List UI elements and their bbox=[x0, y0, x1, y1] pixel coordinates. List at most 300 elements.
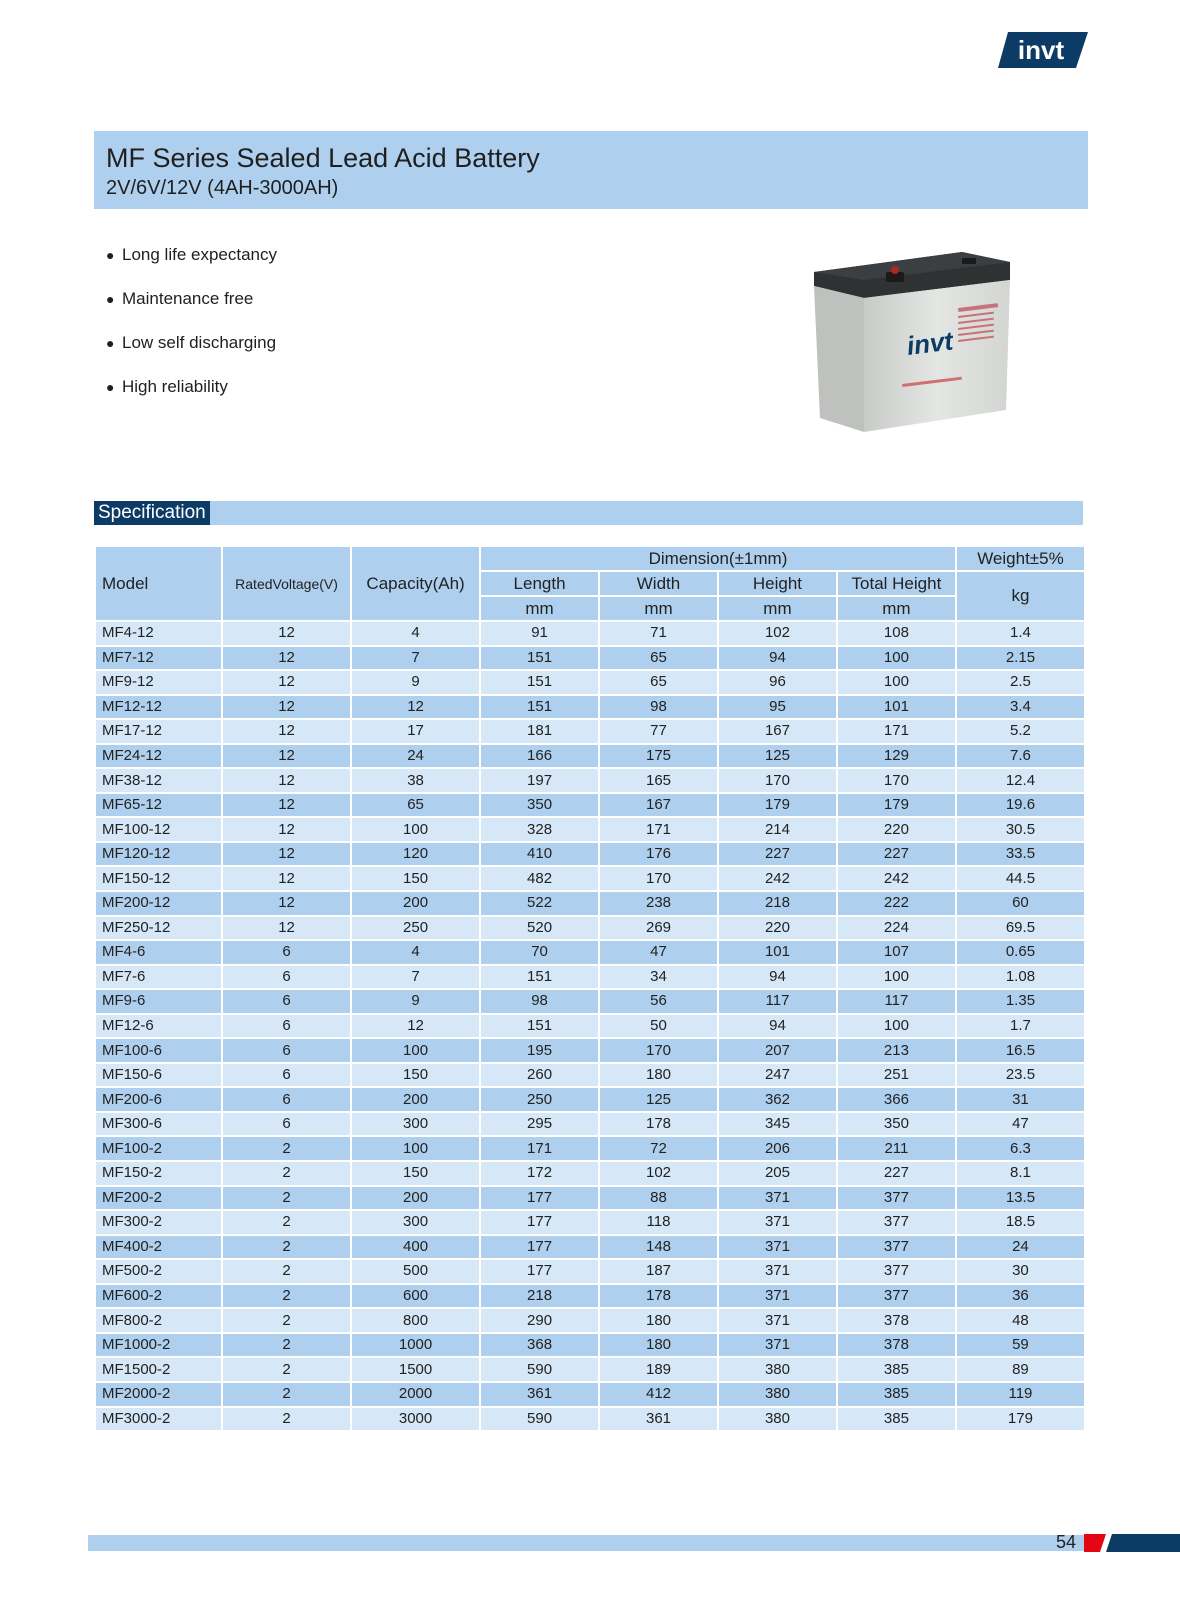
logo-text: invt bbox=[1017, 35, 1065, 65]
cell-model: MF1000-2 bbox=[95, 1333, 222, 1358]
cell-capacity: 12 bbox=[351, 1014, 480, 1039]
cell-model: MF200-12 bbox=[95, 891, 222, 916]
cell-capacity: 150 bbox=[351, 866, 480, 891]
cell-height: 102 bbox=[718, 621, 837, 646]
cell-length: 91 bbox=[480, 621, 599, 646]
cell-model: MF38-12 bbox=[95, 768, 222, 793]
cell-total-height: 100 bbox=[837, 670, 956, 695]
cell-capacity: 400 bbox=[351, 1235, 480, 1260]
cell-weight: 48 bbox=[956, 1308, 1085, 1333]
cell-length: 171 bbox=[480, 1136, 599, 1161]
cell-weight: 30.5 bbox=[956, 817, 1085, 842]
cell-height: 125 bbox=[718, 744, 837, 769]
cell-width: 180 bbox=[599, 1333, 718, 1358]
cell-model: MF9-6 bbox=[95, 989, 222, 1014]
cell-capacity: 200 bbox=[351, 1186, 480, 1211]
cell-model: MF150-2 bbox=[95, 1161, 222, 1186]
header-length-unit: mm bbox=[480, 596, 599, 621]
cell-total-height: 350 bbox=[837, 1112, 956, 1137]
specification-band bbox=[94, 501, 1083, 525]
cell-rated-voltage: 2 bbox=[222, 1259, 351, 1284]
table-row bbox=[95, 744, 1085, 769]
cell-model: MF300-6 bbox=[95, 1112, 222, 1137]
cell-capacity: 800 bbox=[351, 1308, 480, 1333]
cell-height: 94 bbox=[718, 965, 837, 990]
cell-total-height: 117 bbox=[837, 989, 956, 1014]
cell-model: MF100-6 bbox=[95, 1038, 222, 1063]
invt-logo bbox=[998, 30, 1088, 70]
bullet-icon: ● bbox=[106, 291, 115, 307]
cell-height: 101 bbox=[718, 940, 837, 965]
cell-rated-voltage: 2 bbox=[222, 1210, 351, 1235]
cell-total-height: 220 bbox=[837, 817, 956, 842]
cell-height: 371 bbox=[718, 1259, 837, 1284]
cell-weight: 23.5 bbox=[956, 1063, 1085, 1088]
cell-total-height: 378 bbox=[837, 1308, 956, 1333]
cell-width: 65 bbox=[599, 646, 718, 671]
cell-total-height: 222 bbox=[837, 891, 956, 916]
cell-model: MF200-6 bbox=[95, 1087, 222, 1112]
cell-length: 151 bbox=[480, 1014, 599, 1039]
cell-length: 98 bbox=[480, 989, 599, 1014]
cell-rated-voltage: 6 bbox=[222, 1112, 351, 1137]
cell-rated-voltage: 12 bbox=[222, 891, 351, 916]
title-band bbox=[94, 131, 1088, 209]
battery-product-image bbox=[812, 250, 1032, 440]
cell-height: 94 bbox=[718, 1014, 837, 1039]
table-row bbox=[95, 842, 1085, 867]
cell-capacity: 200 bbox=[351, 891, 480, 916]
cell-total-height: 385 bbox=[837, 1357, 956, 1382]
feature-text: High reliability bbox=[122, 377, 228, 396]
cell-model: MF400-2 bbox=[95, 1235, 222, 1260]
cell-height: 220 bbox=[718, 916, 837, 941]
cell-model: MF17-12 bbox=[95, 719, 222, 744]
cell-rated-voltage: 12 bbox=[222, 817, 351, 842]
cell-length: 410 bbox=[480, 842, 599, 867]
cell-total-height: 377 bbox=[837, 1284, 956, 1309]
cell-weight: 5.2 bbox=[956, 719, 1085, 744]
cell-capacity: 250 bbox=[351, 916, 480, 941]
cell-height: 380 bbox=[718, 1357, 837, 1382]
cell-rated-voltage: 6 bbox=[222, 940, 351, 965]
cell-total-height: 100 bbox=[837, 965, 956, 990]
cell-total-height: 366 bbox=[837, 1087, 956, 1112]
cell-rated-voltage: 6 bbox=[222, 1014, 351, 1039]
table-row bbox=[95, 670, 1085, 695]
cell-weight: 6.3 bbox=[956, 1136, 1085, 1161]
cell-total-height: 377 bbox=[837, 1259, 956, 1284]
cell-model: MF100-12 bbox=[95, 817, 222, 842]
cell-height: 345 bbox=[718, 1112, 837, 1137]
cell-weight: 89 bbox=[956, 1357, 1085, 1382]
table-row bbox=[95, 1284, 1085, 1309]
header-weight: Weight±5% bbox=[956, 546, 1085, 571]
cell-total-height: 251 bbox=[837, 1063, 956, 1088]
cell-height: 227 bbox=[718, 842, 837, 867]
specification-rows bbox=[95, 621, 1085, 1431]
cell-length: 522 bbox=[480, 891, 599, 916]
cell-length: 177 bbox=[480, 1235, 599, 1260]
cell-length: 260 bbox=[480, 1063, 599, 1088]
cell-model: MF100-2 bbox=[95, 1136, 222, 1161]
cell-rated-voltage: 12 bbox=[222, 768, 351, 793]
cell-width: 189 bbox=[599, 1357, 718, 1382]
table-row bbox=[95, 1210, 1085, 1235]
cell-total-height: 100 bbox=[837, 646, 956, 671]
cell-total-height: 213 bbox=[837, 1038, 956, 1063]
cell-rated-voltage: 12 bbox=[222, 866, 351, 891]
cell-rated-voltage: 6 bbox=[222, 1038, 351, 1063]
cell-model: MF250-12 bbox=[95, 916, 222, 941]
table-row bbox=[95, 768, 1085, 793]
cell-width: 170 bbox=[599, 866, 718, 891]
cell-rated-voltage: 2 bbox=[222, 1382, 351, 1407]
cell-capacity: 38 bbox=[351, 768, 480, 793]
cell-width: 176 bbox=[599, 842, 718, 867]
cell-length: 151 bbox=[480, 670, 599, 695]
cell-weight: 36 bbox=[956, 1284, 1085, 1309]
cell-length: 520 bbox=[480, 916, 599, 941]
cell-length: 361 bbox=[480, 1382, 599, 1407]
table-row bbox=[95, 1161, 1085, 1186]
page-subtitle: 2V/6V/12V (4AH-3000AH) bbox=[106, 177, 339, 199]
cell-weight: 47 bbox=[956, 1112, 1085, 1137]
cell-length: 177 bbox=[480, 1259, 599, 1284]
header-rated-voltage: RatedVoltage(V) bbox=[222, 546, 351, 621]
cell-height: 371 bbox=[718, 1235, 837, 1260]
cell-weight: 12.4 bbox=[956, 768, 1085, 793]
bullet-icon: ● bbox=[106, 247, 115, 263]
cell-length: 177 bbox=[480, 1186, 599, 1211]
cell-capacity: 4 bbox=[351, 621, 480, 646]
feature-item bbox=[106, 331, 277, 375]
table-row bbox=[95, 1136, 1085, 1161]
cell-total-height: 377 bbox=[837, 1235, 956, 1260]
cell-width: 34 bbox=[599, 965, 718, 990]
cell-width: 170 bbox=[599, 1038, 718, 1063]
cell-weight: 69.5 bbox=[956, 916, 1085, 941]
cell-rated-voltage: 2 bbox=[222, 1161, 351, 1186]
cell-length: 151 bbox=[480, 695, 599, 720]
cell-weight: 31 bbox=[956, 1087, 1085, 1112]
feature-item bbox=[106, 243, 277, 287]
cell-capacity: 600 bbox=[351, 1284, 480, 1309]
cell-weight: 60 bbox=[956, 891, 1085, 916]
cell-height: 380 bbox=[718, 1407, 837, 1432]
cell-capacity: 500 bbox=[351, 1259, 480, 1284]
cell-width: 269 bbox=[599, 916, 718, 941]
cell-rated-voltage: 6 bbox=[222, 1063, 351, 1088]
cell-width: 187 bbox=[599, 1259, 718, 1284]
cell-rated-voltage: 2 bbox=[222, 1357, 351, 1382]
cell-width: 71 bbox=[599, 621, 718, 646]
cell-capacity: 300 bbox=[351, 1112, 480, 1137]
table-row bbox=[95, 646, 1085, 671]
header-dimension: Dimension(±1mm) bbox=[480, 546, 956, 571]
cell-rated-voltage: 2 bbox=[222, 1284, 351, 1309]
feature-text: Low self discharging bbox=[122, 333, 277, 352]
feature-item bbox=[106, 375, 277, 419]
cell-model: MF600-2 bbox=[95, 1284, 222, 1309]
table-row bbox=[95, 989, 1085, 1014]
cell-width: 171 bbox=[599, 817, 718, 842]
cell-width: 88 bbox=[599, 1186, 718, 1211]
cell-total-height: 108 bbox=[837, 621, 956, 646]
cell-length: 290 bbox=[480, 1308, 599, 1333]
cell-total-height: 100 bbox=[837, 1014, 956, 1039]
cell-width: 148 bbox=[599, 1235, 718, 1260]
cell-rated-voltage: 12 bbox=[222, 646, 351, 671]
cell-capacity: 12 bbox=[351, 695, 480, 720]
table-row bbox=[95, 866, 1085, 891]
cell-capacity: 100 bbox=[351, 1136, 480, 1161]
cell-total-height: 242 bbox=[837, 866, 956, 891]
bullet-icon: ● bbox=[106, 379, 115, 395]
cell-length: 197 bbox=[480, 768, 599, 793]
cell-width: 238 bbox=[599, 891, 718, 916]
header-capacity: Capacity(Ah) bbox=[351, 546, 480, 621]
cell-capacity: 65 bbox=[351, 793, 480, 818]
cell-width: 125 bbox=[599, 1087, 718, 1112]
cell-weight: 179 bbox=[956, 1407, 1085, 1432]
cell-rated-voltage: 12 bbox=[222, 744, 351, 769]
cell-length: 70 bbox=[480, 940, 599, 965]
cell-total-height: 224 bbox=[837, 916, 956, 941]
cell-model: MF7-12 bbox=[95, 646, 222, 671]
cell-capacity: 100 bbox=[351, 817, 480, 842]
cell-height: 94 bbox=[718, 646, 837, 671]
cell-capacity: 7 bbox=[351, 965, 480, 990]
header-height: Height bbox=[718, 571, 837, 596]
header-width-unit: mm bbox=[599, 596, 718, 621]
cell-length: 218 bbox=[480, 1284, 599, 1309]
table-row bbox=[95, 1357, 1085, 1382]
cell-height: 371 bbox=[718, 1308, 837, 1333]
cell-width: 102 bbox=[599, 1161, 718, 1186]
cell-height: 218 bbox=[718, 891, 837, 916]
cell-model: MF9-12 bbox=[95, 670, 222, 695]
battery-brand-text: invt bbox=[905, 325, 955, 361]
cell-capacity: 200 bbox=[351, 1087, 480, 1112]
cell-weight: 119 bbox=[956, 1382, 1085, 1407]
cell-width: 361 bbox=[599, 1407, 718, 1432]
cell-width: 178 bbox=[599, 1284, 718, 1309]
cell-length: 328 bbox=[480, 817, 599, 842]
table-row bbox=[95, 1087, 1085, 1112]
cell-weight: 0.65 bbox=[956, 940, 1085, 965]
cell-length: 151 bbox=[480, 646, 599, 671]
table-row bbox=[95, 1382, 1085, 1407]
cell-rated-voltage: 2 bbox=[222, 1136, 351, 1161]
cell-total-height: 171 bbox=[837, 719, 956, 744]
cell-weight: 44.5 bbox=[956, 866, 1085, 891]
bullet-icon: ● bbox=[106, 335, 115, 351]
cell-weight: 16.5 bbox=[956, 1038, 1085, 1063]
cell-height: 205 bbox=[718, 1161, 837, 1186]
cell-length: 250 bbox=[480, 1087, 599, 1112]
cell-total-height: 107 bbox=[837, 940, 956, 965]
cell-weight: 7.6 bbox=[956, 744, 1085, 769]
cell-rated-voltage: 12 bbox=[222, 695, 351, 720]
table-row bbox=[95, 965, 1085, 990]
cell-width: 65 bbox=[599, 670, 718, 695]
table-row bbox=[95, 1186, 1085, 1211]
footer-accent-stripes bbox=[1084, 1534, 1180, 1552]
cell-capacity: 150 bbox=[351, 1161, 480, 1186]
cell-rated-voltage: 12 bbox=[222, 916, 351, 941]
cell-model: MF300-2 bbox=[95, 1210, 222, 1235]
cell-total-height: 179 bbox=[837, 793, 956, 818]
cell-capacity: 7 bbox=[351, 646, 480, 671]
cell-width: 165 bbox=[599, 768, 718, 793]
cell-height: 167 bbox=[718, 719, 837, 744]
cell-width: 167 bbox=[599, 793, 718, 818]
table-row bbox=[95, 1235, 1085, 1260]
header-kg: kg bbox=[956, 571, 1085, 621]
table-row bbox=[95, 940, 1085, 965]
cell-capacity: 150 bbox=[351, 1063, 480, 1088]
table-row bbox=[95, 1112, 1085, 1137]
cell-length: 195 bbox=[480, 1038, 599, 1063]
table-row bbox=[95, 1063, 1085, 1088]
cell-total-height: 385 bbox=[837, 1382, 956, 1407]
header-total-height-unit: mm bbox=[837, 596, 956, 621]
cell-length: 590 bbox=[480, 1407, 599, 1432]
cell-height: 95 bbox=[718, 695, 837, 720]
cell-total-height: 170 bbox=[837, 768, 956, 793]
cell-total-height: 377 bbox=[837, 1186, 956, 1211]
cell-length: 181 bbox=[480, 719, 599, 744]
cell-model: MF150-6 bbox=[95, 1063, 222, 1088]
cell-rated-voltage: 12 bbox=[222, 719, 351, 744]
header-height-unit: mm bbox=[718, 596, 837, 621]
cell-length: 172 bbox=[480, 1161, 599, 1186]
cell-total-height: 385 bbox=[837, 1407, 956, 1432]
cell-width: 180 bbox=[599, 1063, 718, 1088]
cell-length: 177 bbox=[480, 1210, 599, 1235]
table-row bbox=[95, 1014, 1085, 1039]
cell-capacity: 1500 bbox=[351, 1357, 480, 1382]
cell-width: 47 bbox=[599, 940, 718, 965]
cell-capacity: 24 bbox=[351, 744, 480, 769]
cell-total-height: 101 bbox=[837, 695, 956, 720]
cell-capacity: 17 bbox=[351, 719, 480, 744]
cell-length: 350 bbox=[480, 793, 599, 818]
cell-model: MF4-6 bbox=[95, 940, 222, 965]
cell-width: 175 bbox=[599, 744, 718, 769]
cell-height: 170 bbox=[718, 768, 837, 793]
cell-height: 117 bbox=[718, 989, 837, 1014]
cell-height: 380 bbox=[718, 1382, 837, 1407]
cell-height: 207 bbox=[718, 1038, 837, 1063]
cell-rated-voltage: 12 bbox=[222, 670, 351, 695]
cell-model: MF12-12 bbox=[95, 695, 222, 720]
specification-table bbox=[94, 545, 1086, 1432]
table-row bbox=[95, 1259, 1085, 1284]
cell-rated-voltage: 6 bbox=[222, 965, 351, 990]
cell-width: 180 bbox=[599, 1308, 718, 1333]
cell-length: 295 bbox=[480, 1112, 599, 1137]
cell-model: MF65-12 bbox=[95, 793, 222, 818]
cell-width: 412 bbox=[599, 1382, 718, 1407]
cell-total-height: 129 bbox=[837, 744, 956, 769]
cell-model: MF24-12 bbox=[95, 744, 222, 769]
cell-weight: 30 bbox=[956, 1259, 1085, 1284]
header-total-height: Total Height bbox=[837, 571, 956, 596]
cell-capacity: 120 bbox=[351, 842, 480, 867]
cell-weight: 18.5 bbox=[956, 1210, 1085, 1235]
cell-rated-voltage: 2 bbox=[222, 1407, 351, 1432]
cell-length: 166 bbox=[480, 744, 599, 769]
table-row bbox=[95, 695, 1085, 720]
table-row bbox=[95, 793, 1085, 818]
table-row bbox=[95, 1038, 1085, 1063]
specification-heading: Specification bbox=[94, 501, 210, 525]
cell-weight: 2.15 bbox=[956, 646, 1085, 671]
cell-rated-voltage: 6 bbox=[222, 1087, 351, 1112]
cell-capacity: 9 bbox=[351, 989, 480, 1014]
cell-width: 77 bbox=[599, 719, 718, 744]
cell-rated-voltage: 12 bbox=[222, 842, 351, 867]
cell-model: MF2000-2 bbox=[95, 1382, 222, 1407]
cell-model: MF3000-2 bbox=[95, 1407, 222, 1432]
cell-capacity: 4 bbox=[351, 940, 480, 965]
feature-text: Maintenance free bbox=[122, 289, 254, 308]
cell-height: 96 bbox=[718, 670, 837, 695]
cell-model: MF7-6 bbox=[95, 965, 222, 990]
cell-width: 118 bbox=[599, 1210, 718, 1235]
header-length: Length bbox=[480, 571, 599, 596]
cell-rated-voltage: 12 bbox=[222, 793, 351, 818]
cell-height: 371 bbox=[718, 1284, 837, 1309]
cell-weight: 8.1 bbox=[956, 1161, 1085, 1186]
header-model: Model bbox=[95, 546, 222, 621]
cell-model: MF4-12 bbox=[95, 621, 222, 646]
footer-band bbox=[88, 1535, 1100, 1551]
cell-length: 151 bbox=[480, 965, 599, 990]
feature-text: Long life expectancy bbox=[122, 245, 277, 264]
table-row bbox=[95, 621, 1085, 646]
cell-capacity: 3000 bbox=[351, 1407, 480, 1432]
cell-rated-voltage: 2 bbox=[222, 1308, 351, 1333]
cell-rated-voltage: 2 bbox=[222, 1186, 351, 1211]
cell-capacity: 100 bbox=[351, 1038, 480, 1063]
cell-capacity: 300 bbox=[351, 1210, 480, 1235]
cell-height: 371 bbox=[718, 1333, 837, 1358]
cell-width: 178 bbox=[599, 1112, 718, 1137]
cell-model: MF1500-2 bbox=[95, 1357, 222, 1382]
cell-capacity: 2000 bbox=[351, 1382, 480, 1407]
cell-total-height: 377 bbox=[837, 1210, 956, 1235]
cell-length: 482 bbox=[480, 866, 599, 891]
table-row bbox=[95, 916, 1085, 941]
cell-weight: 24 bbox=[956, 1235, 1085, 1260]
table-row bbox=[95, 891, 1085, 916]
cell-capacity: 1000 bbox=[351, 1333, 480, 1358]
feature-item bbox=[106, 287, 277, 331]
cell-weight: 2.5 bbox=[956, 670, 1085, 695]
cell-length: 368 bbox=[480, 1333, 599, 1358]
cell-height: 247 bbox=[718, 1063, 837, 1088]
cell-rated-voltage: 12 bbox=[222, 621, 351, 646]
cell-weight: 59 bbox=[956, 1333, 1085, 1358]
page-title: MF Series Sealed Lead Acid Battery bbox=[106, 143, 540, 173]
cell-total-height: 227 bbox=[837, 842, 956, 867]
header-width: Width bbox=[599, 571, 718, 596]
page-number: 54 bbox=[1056, 1532, 1077, 1552]
cell-model: MF150-12 bbox=[95, 866, 222, 891]
